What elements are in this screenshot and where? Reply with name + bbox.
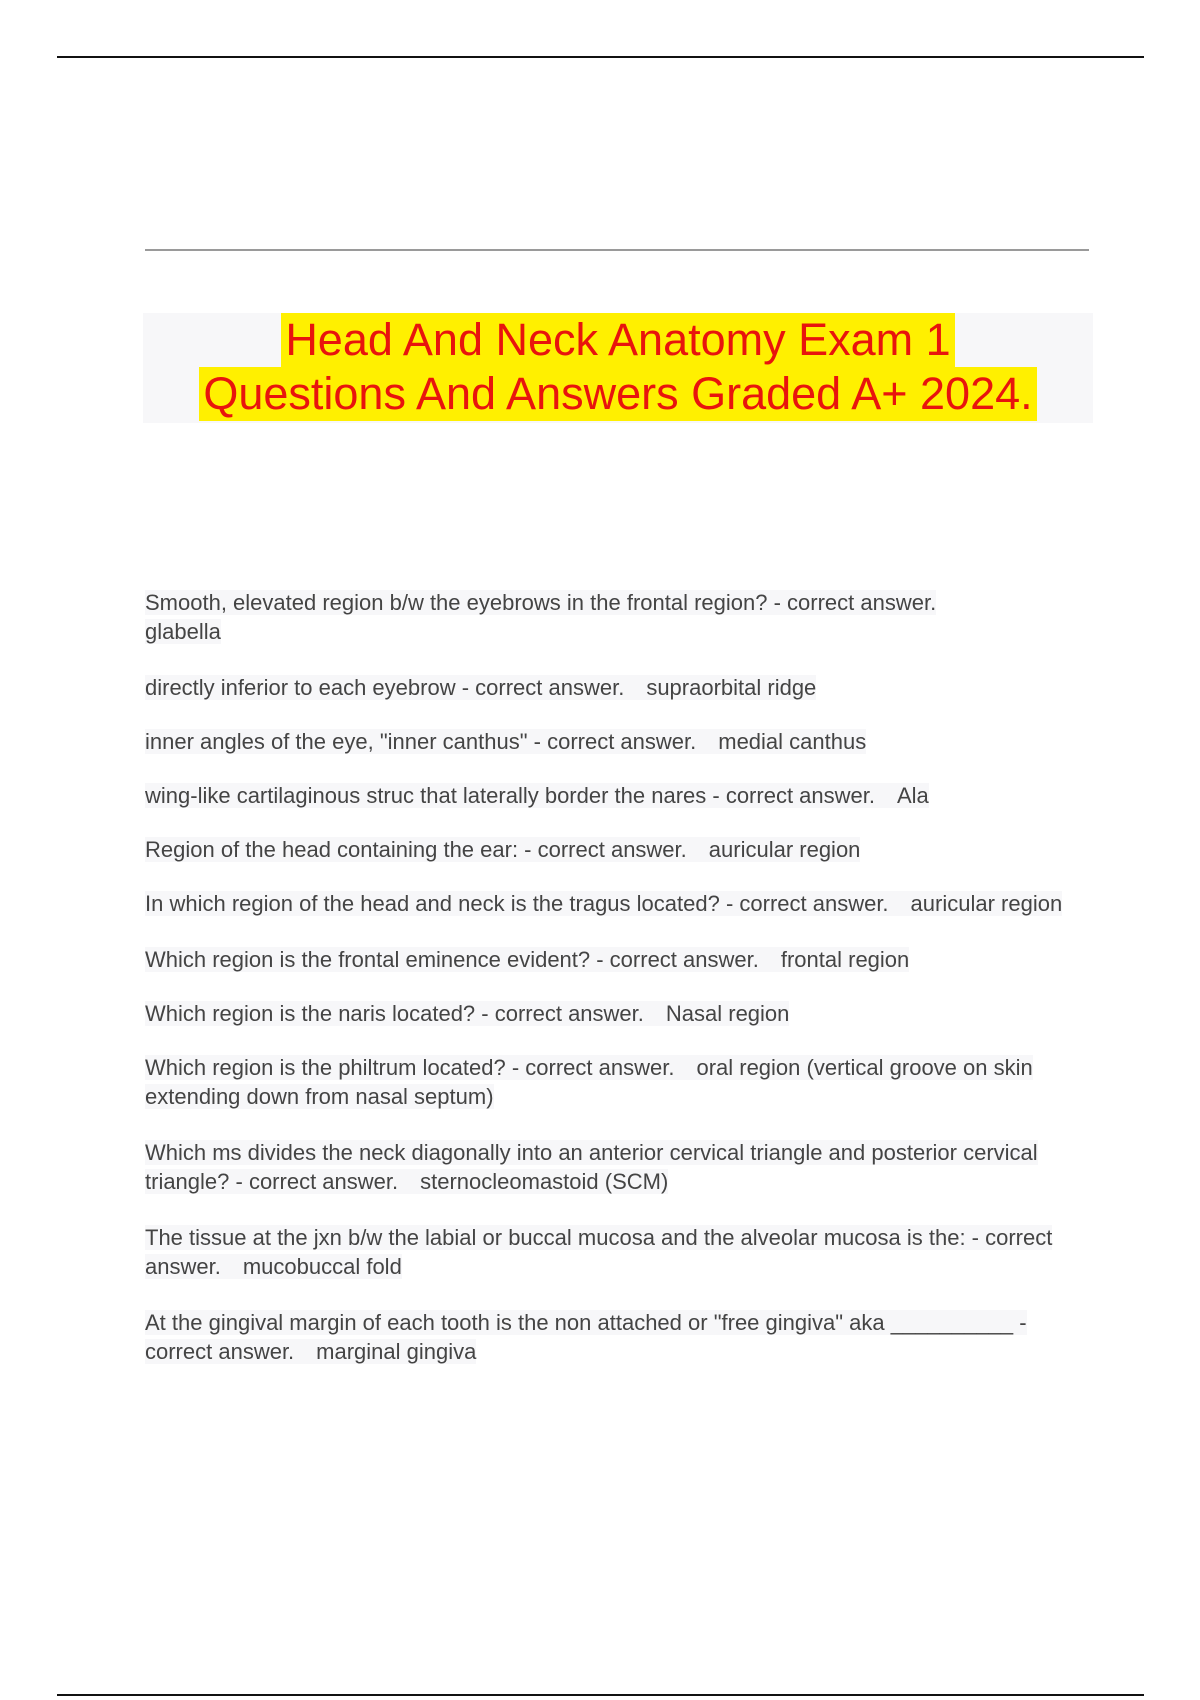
- qa-item: [145, 889, 1090, 918]
- answer-text: frontal region: [780, 947, 910, 972]
- answer-text: mucobuccal fold: [242, 1254, 402, 1279]
- question-text: directly inferior to each eyebrow - correct answer.: [145, 675, 625, 700]
- question-text: inner angles of the eye, "inner canthus" - correct answer.: [145, 729, 697, 754]
- qa-item: [145, 727, 1090, 756]
- document-title: [143, 313, 1093, 423]
- answer-text: sternocleomastoid (SCM): [420, 1169, 669, 1194]
- question-text: Which region is the naris located? - correct answer.: [145, 1001, 644, 1026]
- qa-item: [145, 1053, 1090, 1111]
- answer-text: auricular region: [708, 837, 861, 862]
- qa-item: [145, 1308, 1090, 1366]
- qa-item: [145, 999, 1090, 1028]
- answer-text: supraorbital ridge: [646, 675, 817, 700]
- answer-text: medial canthus: [718, 729, 867, 754]
- question-text: The tissue at the jxn b/w the labial or buccal mucosa and the alveolar mucosa is the: - correct answer.: [145, 1225, 1053, 1279]
- question-text: At the gingival margin of each tooth is the non attached or "free gingiva" aka __________ - correct answer.: [145, 1310, 1027, 1364]
- qa-item: [145, 588, 1090, 646]
- answer-text: oral region (vertical groove on skin extending down from nasal septum): [145, 1055, 1033, 1109]
- question-text: Which region is the frontal eminence evident? - correct answer.: [145, 947, 759, 972]
- title-line-2: Questions And Answers Graded A+ 2024.: [199, 367, 1036, 421]
- question-text: Region of the head containing the ear: - correct answer.: [145, 837, 687, 862]
- title-line-1: Head And Neck Anatomy Exam 1: [281, 313, 954, 367]
- qa-item: [145, 781, 1090, 810]
- qa-item: [145, 673, 1090, 702]
- qa-item: [145, 1138, 1090, 1196]
- answer-text: Nasal region: [665, 1001, 790, 1026]
- answer-text: Ala: [897, 783, 929, 808]
- answer-text: auricular region: [910, 891, 1063, 916]
- page-bottom-rule: [57, 1694, 1144, 1696]
- question-text: wing-like cartilaginous struc that laterally border the nares - correct answer.: [145, 783, 875, 808]
- title-separator-rule: [145, 249, 1089, 251]
- qa-list: [145, 588, 1090, 1393]
- qa-item: [145, 1223, 1090, 1281]
- question-text: Smooth, elevated region b/w the eyebrows in the frontal region? - correct answer.: [145, 590, 937, 615]
- qa-item: [145, 835, 1090, 864]
- answer-text: glabella: [145, 619, 221, 644]
- question-text: Which ms divides the neck diagonally into an anterior cervical triangle and posterior cervical triangle? - correct answer.: [145, 1140, 1038, 1194]
- answer-text: marginal gingiva: [316, 1339, 477, 1364]
- qa-item: [145, 945, 1090, 974]
- page-top-rule: [57, 56, 1144, 58]
- question-text: In which region of the head and neck is the tragus located? - correct answer.: [145, 891, 889, 916]
- question-text: Which region is the philtrum located? - correct answer.: [145, 1055, 675, 1080]
